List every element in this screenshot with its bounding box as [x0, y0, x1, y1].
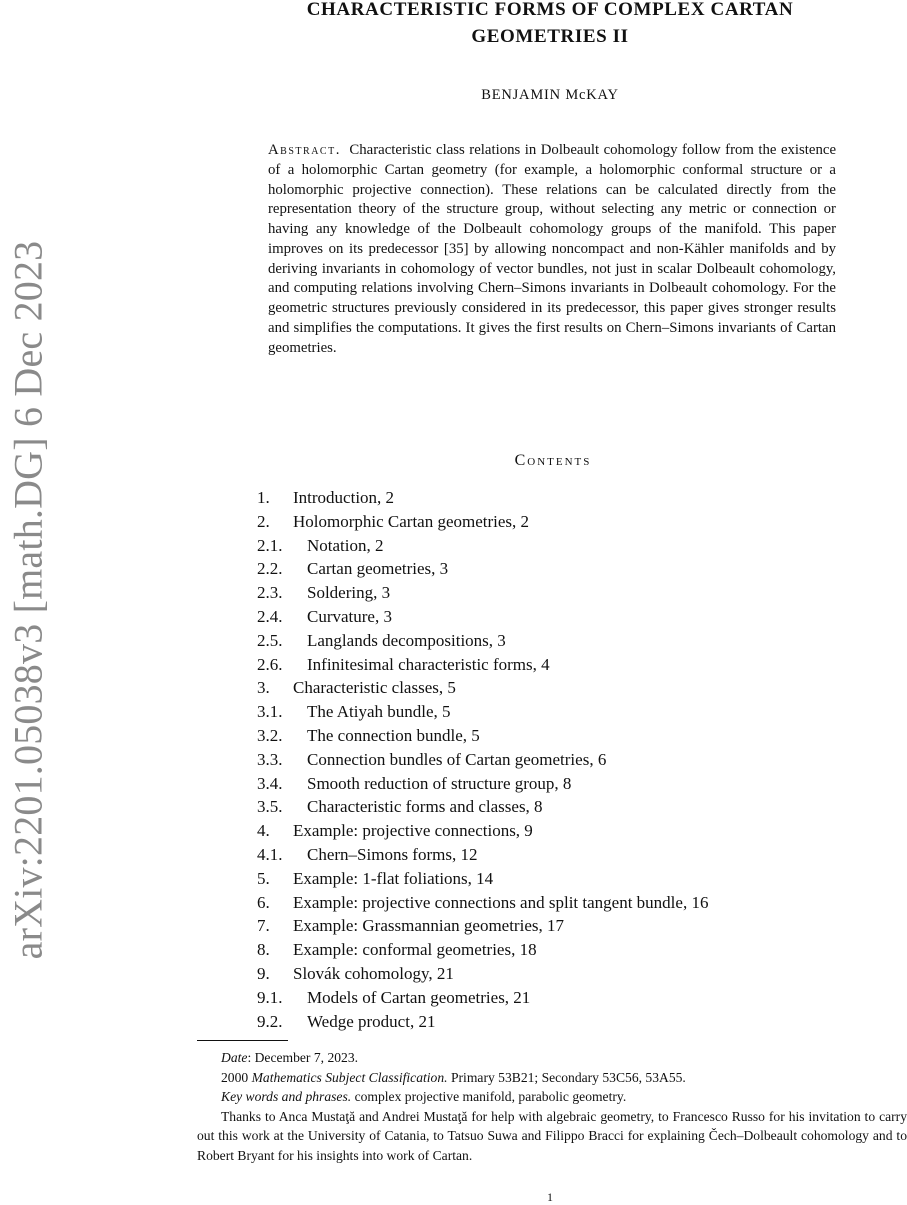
toc-entry-title: Cartan geometries, 3: [307, 559, 449, 579]
toc-entry[interactable]: [257, 867, 708, 891]
toc-entry-title: Holomorphic Cartan geometries, 2: [293, 511, 530, 531]
toc-entry[interactable]: [257, 557, 708, 581]
toc-entry-number: 8.: [257, 940, 270, 960]
toc-entry-number: 2.4.: [257, 606, 283, 626]
toc-entry-number: 3.: [257, 678, 270, 698]
toc-entry-number: 3.4.: [257, 773, 283, 793]
msc-label: Mathematics Subject Classification.: [251, 1069, 448, 1085]
toc-entry[interactable]: [257, 962, 708, 986]
toc-entry-title: Example: projective connections, 9: [293, 821, 533, 841]
toc-entry[interactable]: [257, 629, 708, 653]
toc-entry-number: 2.: [257, 511, 270, 531]
msc-value: Primary 53B21; Secondary 53C56, 53A55.: [450, 1069, 686, 1085]
toc-entry-title: Example: Grassmannian geometries, 17: [293, 916, 564, 936]
toc-entry[interactable]: [257, 724, 708, 748]
toc-entry-number: 9.1.: [257, 987, 283, 1007]
toc-entry[interactable]: [257, 843, 708, 867]
toc-entry[interactable]: [257, 534, 708, 558]
toc-entry-title: Characteristic forms and classes, 8: [307, 797, 543, 817]
toc-entry-title: Infinitesimal characteristic forms, 4: [307, 654, 550, 674]
toc-entry-number: 3.2.: [257, 725, 283, 745]
date-value: : December 7, 2023.: [247, 1050, 359, 1065]
toc-entry-number: 2.3.: [257, 583, 283, 603]
toc-entry-title: Notation, 2: [307, 535, 384, 555]
keywords-value: complex projective manifold, parabolic geometry.: [354, 1089, 627, 1104]
toc-entry-number: 3.3.: [257, 749, 283, 769]
toc-entry-number: 2.6.: [257, 654, 283, 674]
toc-entry[interactable]: [257, 795, 708, 819]
toc-entry-title: Example: 1-flat foliations, 14: [293, 868, 494, 888]
toc-entry-title: Smooth reduction of structure group, 8: [307, 773, 572, 793]
keywords-label: Key words and phrases.: [221, 1089, 352, 1104]
paper-title: [240, 0, 860, 50]
toc-entry[interactable]: [257, 1010, 708, 1034]
toc-entry-title: Example: conformal geometries, 18: [293, 940, 537, 960]
toc-entry-title: Introduction, 2: [293, 488, 395, 507]
toc-entry-number: 2.1.: [257, 535, 283, 555]
toc-entry[interactable]: [257, 914, 708, 938]
toc-entry-title: The connection bundle, 5: [307, 725, 480, 745]
toc-entry[interactable]: [257, 772, 708, 796]
toc-entry-number: 2.5.: [257, 630, 283, 650]
toc-entry[interactable]: [257, 938, 708, 962]
toc-entry-number: 2.2.: [257, 559, 283, 579]
abstract: [268, 141, 836, 358]
toc-entry[interactable]: [257, 653, 708, 677]
footnote-date: [197, 1048, 907, 1068]
title-line-2: GEOMETRIES II: [471, 26, 629, 47]
toc-entry[interactable]: [257, 700, 708, 724]
toc-entry-title: Langlands decompositions, 3: [307, 630, 506, 650]
toc-entry-number: 9.: [257, 963, 270, 983]
toc-entry-title: Wedge product, 21: [307, 1011, 436, 1031]
footnotes: [197, 1048, 907, 1165]
footnote-msc: [197, 1068, 907, 1088]
title-line-1: CHARACTERISTIC FORMS OF COMPLEX CARTAN: [306, 0, 794, 20]
footnote-keywords: [197, 1087, 907, 1107]
author-name: BENJAMIN McKAY: [481, 87, 619, 103]
toc-entry[interactable]: [257, 986, 708, 1010]
toc-entry-title: Connection bundles of Cartan geometries, 6: [307, 749, 607, 769]
toc-entry[interactable]: [257, 748, 708, 772]
page-number: 1: [547, 1190, 553, 1204]
toc-entry-number: 3.1.: [257, 702, 283, 722]
toc-entry-number: 6.: [257, 892, 270, 912]
toc-entry[interactable]: [257, 510, 708, 534]
footnote-thanks: Thanks to Anca Mustaţă and Andrei Mustaţă for help with algebraic geometry, to Francesco Russo for his invitation to carry out this work at the University of Catania, to Tatsuo Suwa and Filippo Bracci for explaining Čech–Dolbeault cohomology and to Robert Bryant for his insights into work of Cartan.: [197, 1108, 907, 1163]
toc-entry-title: Models of Cartan geometries, 21: [307, 987, 531, 1007]
toc-entry-number: 4.: [257, 821, 270, 841]
arxiv-identifier: arXiv:2201.05038v3 [math.DG] 6 Dec 2023: [5, 240, 51, 960]
toc-entry-number: 5.: [257, 868, 270, 888]
footnote-rule: [197, 1040, 288, 1041]
toc-entry[interactable]: [257, 486, 708, 510]
toc-entry-title: Slovák cohomology, 21: [293, 963, 454, 983]
toc-entry[interactable]: [257, 581, 708, 605]
abstract-text: Characteristic class relations in Dolbeault cohomology follow from the existence of a holomorphic Cartan geometry (for example, a holomorphic conformal structure or a holomorphic projective connection). These relations can be calculated directly from the representation theory of the structure group, without selecting any metric or connection or having any knowledge of the Dolbeault cohomology groups of the manifold. This paper improves on its predecessor [35] by allowing noncompact and non-Kähler manifolds and by deriving invariants in cohomology of vector bundles, not just in scalar Dolbeault cohomology, and computing relations involving Chern–Simons invariants in Dolbeault cohomology. For the geometric structures previously considered in its predecessor, this paper gives stronger results and simplifies the computations. It gives the first results on Chern–Simons invariants of Cartan geometries.: [268, 142, 837, 356]
toc-entry-number: 3.5.: [257, 797, 283, 817]
toc-entry-title: The Atiyah bundle, 5: [307, 702, 451, 722]
toc-entry[interactable]: [257, 605, 708, 629]
toc-entry[interactable]: [257, 819, 708, 843]
toc-entry-number: 9.2.: [257, 1011, 283, 1031]
abstract-label: Abstract.: [268, 142, 341, 158]
table-of-contents: [257, 486, 708, 1033]
toc-entry-number: 4.1.: [257, 844, 283, 864]
toc-entry-number: 1.: [257, 488, 270, 507]
toc-entry-title: Curvature, 3: [307, 606, 392, 626]
date-label: Date: [221, 1050, 248, 1065]
toc-entry-number: 7.: [257, 916, 270, 936]
toc-entry[interactable]: [257, 676, 708, 700]
toc-entry-title: Soldering, 3: [307, 583, 391, 603]
toc-entry-title: Characteristic classes, 5: [293, 678, 456, 698]
contents-heading: Contents: [514, 452, 592, 469]
toc-entry[interactable]: [257, 891, 708, 915]
toc-entry-title: Chern–Simons forms, 12: [307, 844, 478, 864]
toc-entry-title: Example: projective connections and split tangent bundle, 16: [293, 892, 709, 912]
msc-year: 2000: [221, 1069, 249, 1085]
